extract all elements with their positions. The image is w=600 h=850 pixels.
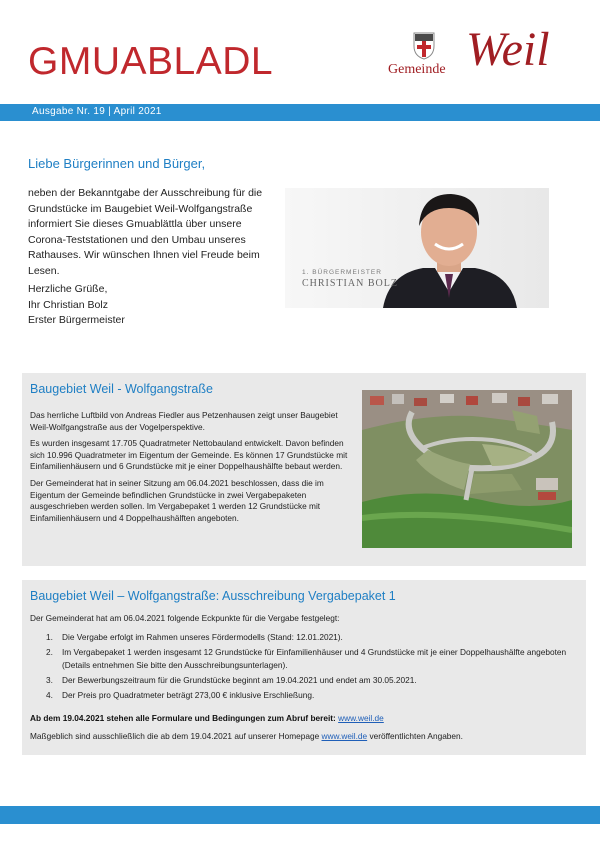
website-link[interactable]: www.weil.de: [338, 713, 384, 723]
forms-availability-line: [30, 713, 384, 723]
signature-line-2: Ihr Christian Bolz: [28, 298, 108, 311]
logo-text-gemeinde: Gemeinde: [388, 62, 446, 77]
list-item-number: 4.: [46, 690, 53, 700]
signature-line-3: Erster Bürgermeister: [28, 314, 125, 326]
homepage-link[interactable]: www.weil.de: [321, 731, 368, 741]
forms-availability-text: Ab dem 19.04.2021 stehen alle Formulare und Bedingungen zum Abruf bereit:: [30, 713, 339, 723]
list-item-number: 2.: [46, 647, 53, 657]
section-ausschreibung-lead: Der Gemeinderat hat am 06.04.2021 folgende Eckpunkte für die Vergabe festgelegt:: [30, 613, 340, 623]
signature: [28, 282, 125, 329]
authoritative-info-text-pre: Maßgeblich sind ausschließlich die ab dem 19.04.2021 auf unserer Homepage: [30, 731, 322, 741]
issue-label: Ausgabe Nr. 19 | April 2021: [32, 106, 162, 117]
section-baugebiet-text: [30, 410, 358, 529]
list-item-number: 3.: [46, 675, 53, 685]
intro-paragraph: neben der Bekanntgabe der Ausschreibung für die Grundstücke im Baugebiet Weil-Wolfgangstraße informiert Sie dieses Gmuablättla über unsere Corona-Teststationen und den Umbau unseres Rathauses. Wir wünschen Ihnen viel Freude beim Lesen.: [28, 187, 263, 277]
masthead-title: GMUABLADL: [28, 40, 274, 83]
aerial-photo: [362, 390, 572, 548]
section-baugebiet-paragraph-3: Der Gemeinderat hat in seiner Sitzung am 06.04.2021 beschlossen, dass die im Eigentum der Gemeinde befindlichen Grundstücke in zwei Vergabepaketen ausgeschrieben werden sollen. Im Vergabepaket 1 werden 12 Grundstücke mit Einfamilienhäusern und 4 Doppelhaushälften angeboten.: [30, 477, 324, 523]
list-item-text: Die Vergabe erfolgt im Rahmen unseres Fördermodells (Stand: 12.01.2021).: [62, 632, 343, 642]
municipality-logo: [388, 23, 578, 84]
list-item: [30, 646, 570, 672]
list-item-text: Der Bewerbungszeitraum für die Grundstücke beginnt am 19.04.2021 und endet am 30.05.2021.: [62, 675, 417, 685]
list-item: [30, 674, 570, 687]
mayor-photo: [285, 188, 549, 308]
photo-caption-title: 1. BÜRGERMEISTER: [302, 269, 382, 276]
section-baugebiet-title: Baugebiet Weil - Wolfgangstraße: [30, 382, 213, 396]
list-item-text: Im Vergabepaket 1 werden insgesamt 12 Grundstücke für Einfamilienhäuser und 4 Grundstücke mit je einer Doppelhaushälfte angeboten (Details entnehmen Sie bitte den Ausschreibungsunterlagen).: [62, 647, 567, 670]
issue-band: [0, 104, 600, 121]
criteria-list: [30, 631, 570, 704]
section-baugebiet-paragraph-2: Es wurden insgesamt 17.705 Quadratmeter Nettobauland entwickelt. Davon befinden sich 10.996 Quadratmeter im Eigentum der Gemeinde. Es können 17 Grundstücke mit Einfamilienhäusern und 6 Grundstücke mit je einer Doppelhaushälfte bebaut werden.: [30, 438, 348, 472]
section-baugebiet: [22, 373, 586, 566]
signature-line-1: Herzliche Grüße,: [28, 283, 108, 295]
greeting: Liebe Bürgerinnen und Bürger,: [28, 156, 206, 171]
list-item-number: 1.: [46, 632, 53, 642]
aerial-view-image: [362, 390, 572, 548]
list-item-text: Der Preis pro Quadratmeter beträgt 273,00 € inklusive Erschließung.: [62, 690, 315, 700]
coat-of-arms-icon: [413, 32, 435, 60]
section-baugebiet-paragraph-1: Das herrliche Luftbild von Andreas Fiedler aus Petzenhausen zeigt unser Baugebiet Weil-Wolfgangstraße aus der Vogelperspektive.: [30, 410, 338, 432]
list-item: [30, 689, 570, 702]
mayor-portrait: [285, 188, 549, 308]
logo-text-weil: Weil: [466, 23, 550, 76]
intro-text: [28, 186, 268, 283]
authoritative-info-line: [30, 731, 463, 741]
photo-caption-name: CHRISTIAN BOLZ: [302, 278, 398, 289]
section-ausschreibung-title: Baugebiet Weil – Wolfgangstraße: Ausschreibung Vergabepaket 1: [30, 589, 396, 603]
authoritative-info-text-post: veröffentlichten Angaben.: [367, 731, 463, 741]
footer-band: [0, 806, 600, 824]
list-item: [30, 631, 570, 644]
section-ausschreibung: [22, 580, 586, 755]
